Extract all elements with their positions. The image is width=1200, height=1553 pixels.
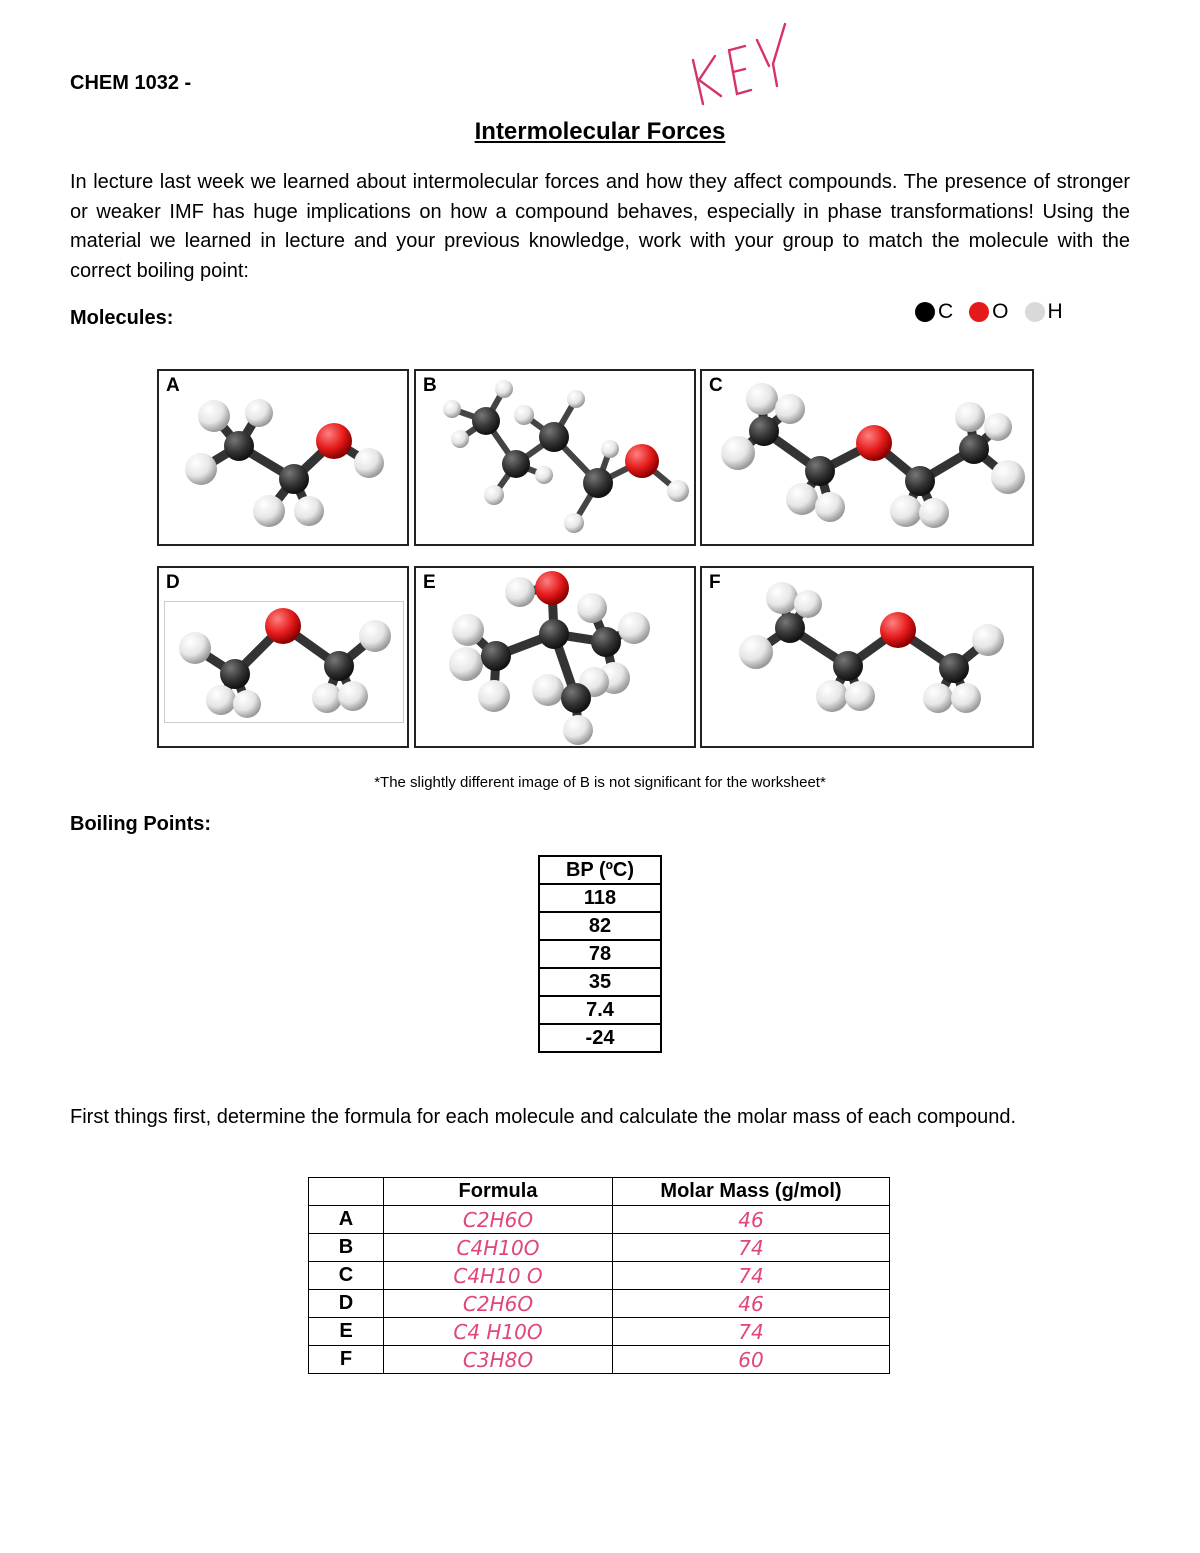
bp-value-cell: -24 — [539, 1024, 661, 1052]
table-row — [309, 1346, 890, 1374]
table-row — [539, 912, 661, 940]
molecule-b-model — [416, 371, 698, 548]
bp-header-cell: BP (ºC) — [539, 856, 661, 884]
molecule-f-model — [702, 568, 1036, 750]
molecule-c-model — [702, 371, 1036, 548]
mass-answer: 74 — [613, 1262, 890, 1290]
mass-answer: 74 — [613, 1318, 890, 1346]
table-row — [309, 1262, 890, 1290]
molecule-d-model — [159, 568, 411, 750]
carbon-dot-icon — [915, 302, 935, 322]
mass-answer: 46 — [613, 1290, 890, 1318]
intro-paragraph: In lecture last week we learned about intermolecular forces and how they affect compounds. The presence of stronger or weaker IMF has huge implications on how a compound behaves, especially in phase transformations! Using the material we learned in lecture and your previous knowledge, work with your group to match the molecule with the correct boiling point: — [70, 171, 1130, 282]
formula-answer: C2H6O — [384, 1206, 613, 1234]
table-row — [309, 1206, 890, 1234]
bp-value-cell: 82 — [539, 912, 661, 940]
molecule-a-model — [159, 371, 411, 548]
table-row — [539, 1024, 661, 1052]
panel-label: B — [423, 375, 437, 396]
molecule-panel-c — [700, 369, 1034, 546]
atom-legend — [915, 300, 1079, 324]
row-id: A — [309, 1206, 384, 1234]
table-row — [309, 1290, 890, 1318]
molecule-panel-a — [157, 369, 409, 546]
header-cell-molar-mass: Molar Mass (g/mol) — [613, 1178, 890, 1206]
boiling-point-table — [538, 855, 662, 1053]
table-header-row — [309, 1178, 890, 1206]
molecule-panel-d — [157, 566, 409, 748]
header-cell-formula: Formula — [384, 1178, 613, 1206]
row-id: C — [309, 1262, 384, 1290]
bp-value-cell: 78 — [539, 940, 661, 968]
row-id: F — [309, 1346, 384, 1374]
bp-value-cell: 118 — [539, 884, 661, 912]
course-code: CHEM 1032 - — [70, 72, 192, 94]
panel-label: E — [423, 572, 436, 593]
mass-answer: 74 — [613, 1234, 890, 1262]
key-handwritten-mark — [685, 18, 795, 108]
formula-answer: C4 H10O — [384, 1318, 613, 1346]
row-id: D — [309, 1290, 384, 1318]
formula-answer: C4H10 O — [384, 1262, 613, 1290]
formula-instructions: First things first, determine the formula for each molecule and calculate the molar mass of each compound. — [70, 1106, 1017, 1128]
mass-answer: 46 — [613, 1206, 890, 1234]
oxygen-dot-icon — [969, 302, 989, 322]
formula-answer: C2H6O — [384, 1290, 613, 1318]
molecule-e-model — [416, 568, 698, 750]
bp-value-cell: 35 — [539, 968, 661, 996]
formula-table — [308, 1177, 890, 1374]
panel-label: C — [709, 375, 723, 396]
table-row — [539, 884, 661, 912]
table-row — [309, 1318, 890, 1346]
legend-hydrogen: H — [1025, 300, 1063, 324]
table-header-row — [539, 856, 661, 884]
hydrogen-dot-icon — [1025, 302, 1045, 322]
molecule-panel-b — [414, 369, 696, 546]
molecules-heading: Molecules: — [70, 307, 174, 329]
bp-value-cell: 7.4 — [539, 996, 661, 1024]
boiling-points-heading: Boiling Points: — [70, 813, 212, 835]
page-title: Intermolecular Forces — [474, 118, 726, 145]
panel-label: F — [709, 572, 721, 593]
formula-answer: C3H8O — [384, 1346, 613, 1374]
mass-answer: 60 — [613, 1346, 890, 1374]
row-id: B — [309, 1234, 384, 1262]
row-id: E — [309, 1318, 384, 1346]
molecule-panel-f — [700, 566, 1034, 748]
table-row — [539, 996, 661, 1024]
table-row — [309, 1234, 890, 1262]
legend-carbon: C — [915, 300, 953, 324]
table-row — [539, 940, 661, 968]
panel-label: D — [166, 572, 180, 593]
image-note: *The slightly different image of B is not significant for the worksheet* — [374, 774, 826, 791]
legend-oxygen: O — [969, 300, 1008, 324]
panel-label: A — [166, 375, 180, 396]
header-cell-empty — [309, 1178, 384, 1206]
table-row — [539, 968, 661, 996]
molecule-panel-e — [414, 566, 696, 748]
formula-answer: C4H10O — [384, 1234, 613, 1262]
